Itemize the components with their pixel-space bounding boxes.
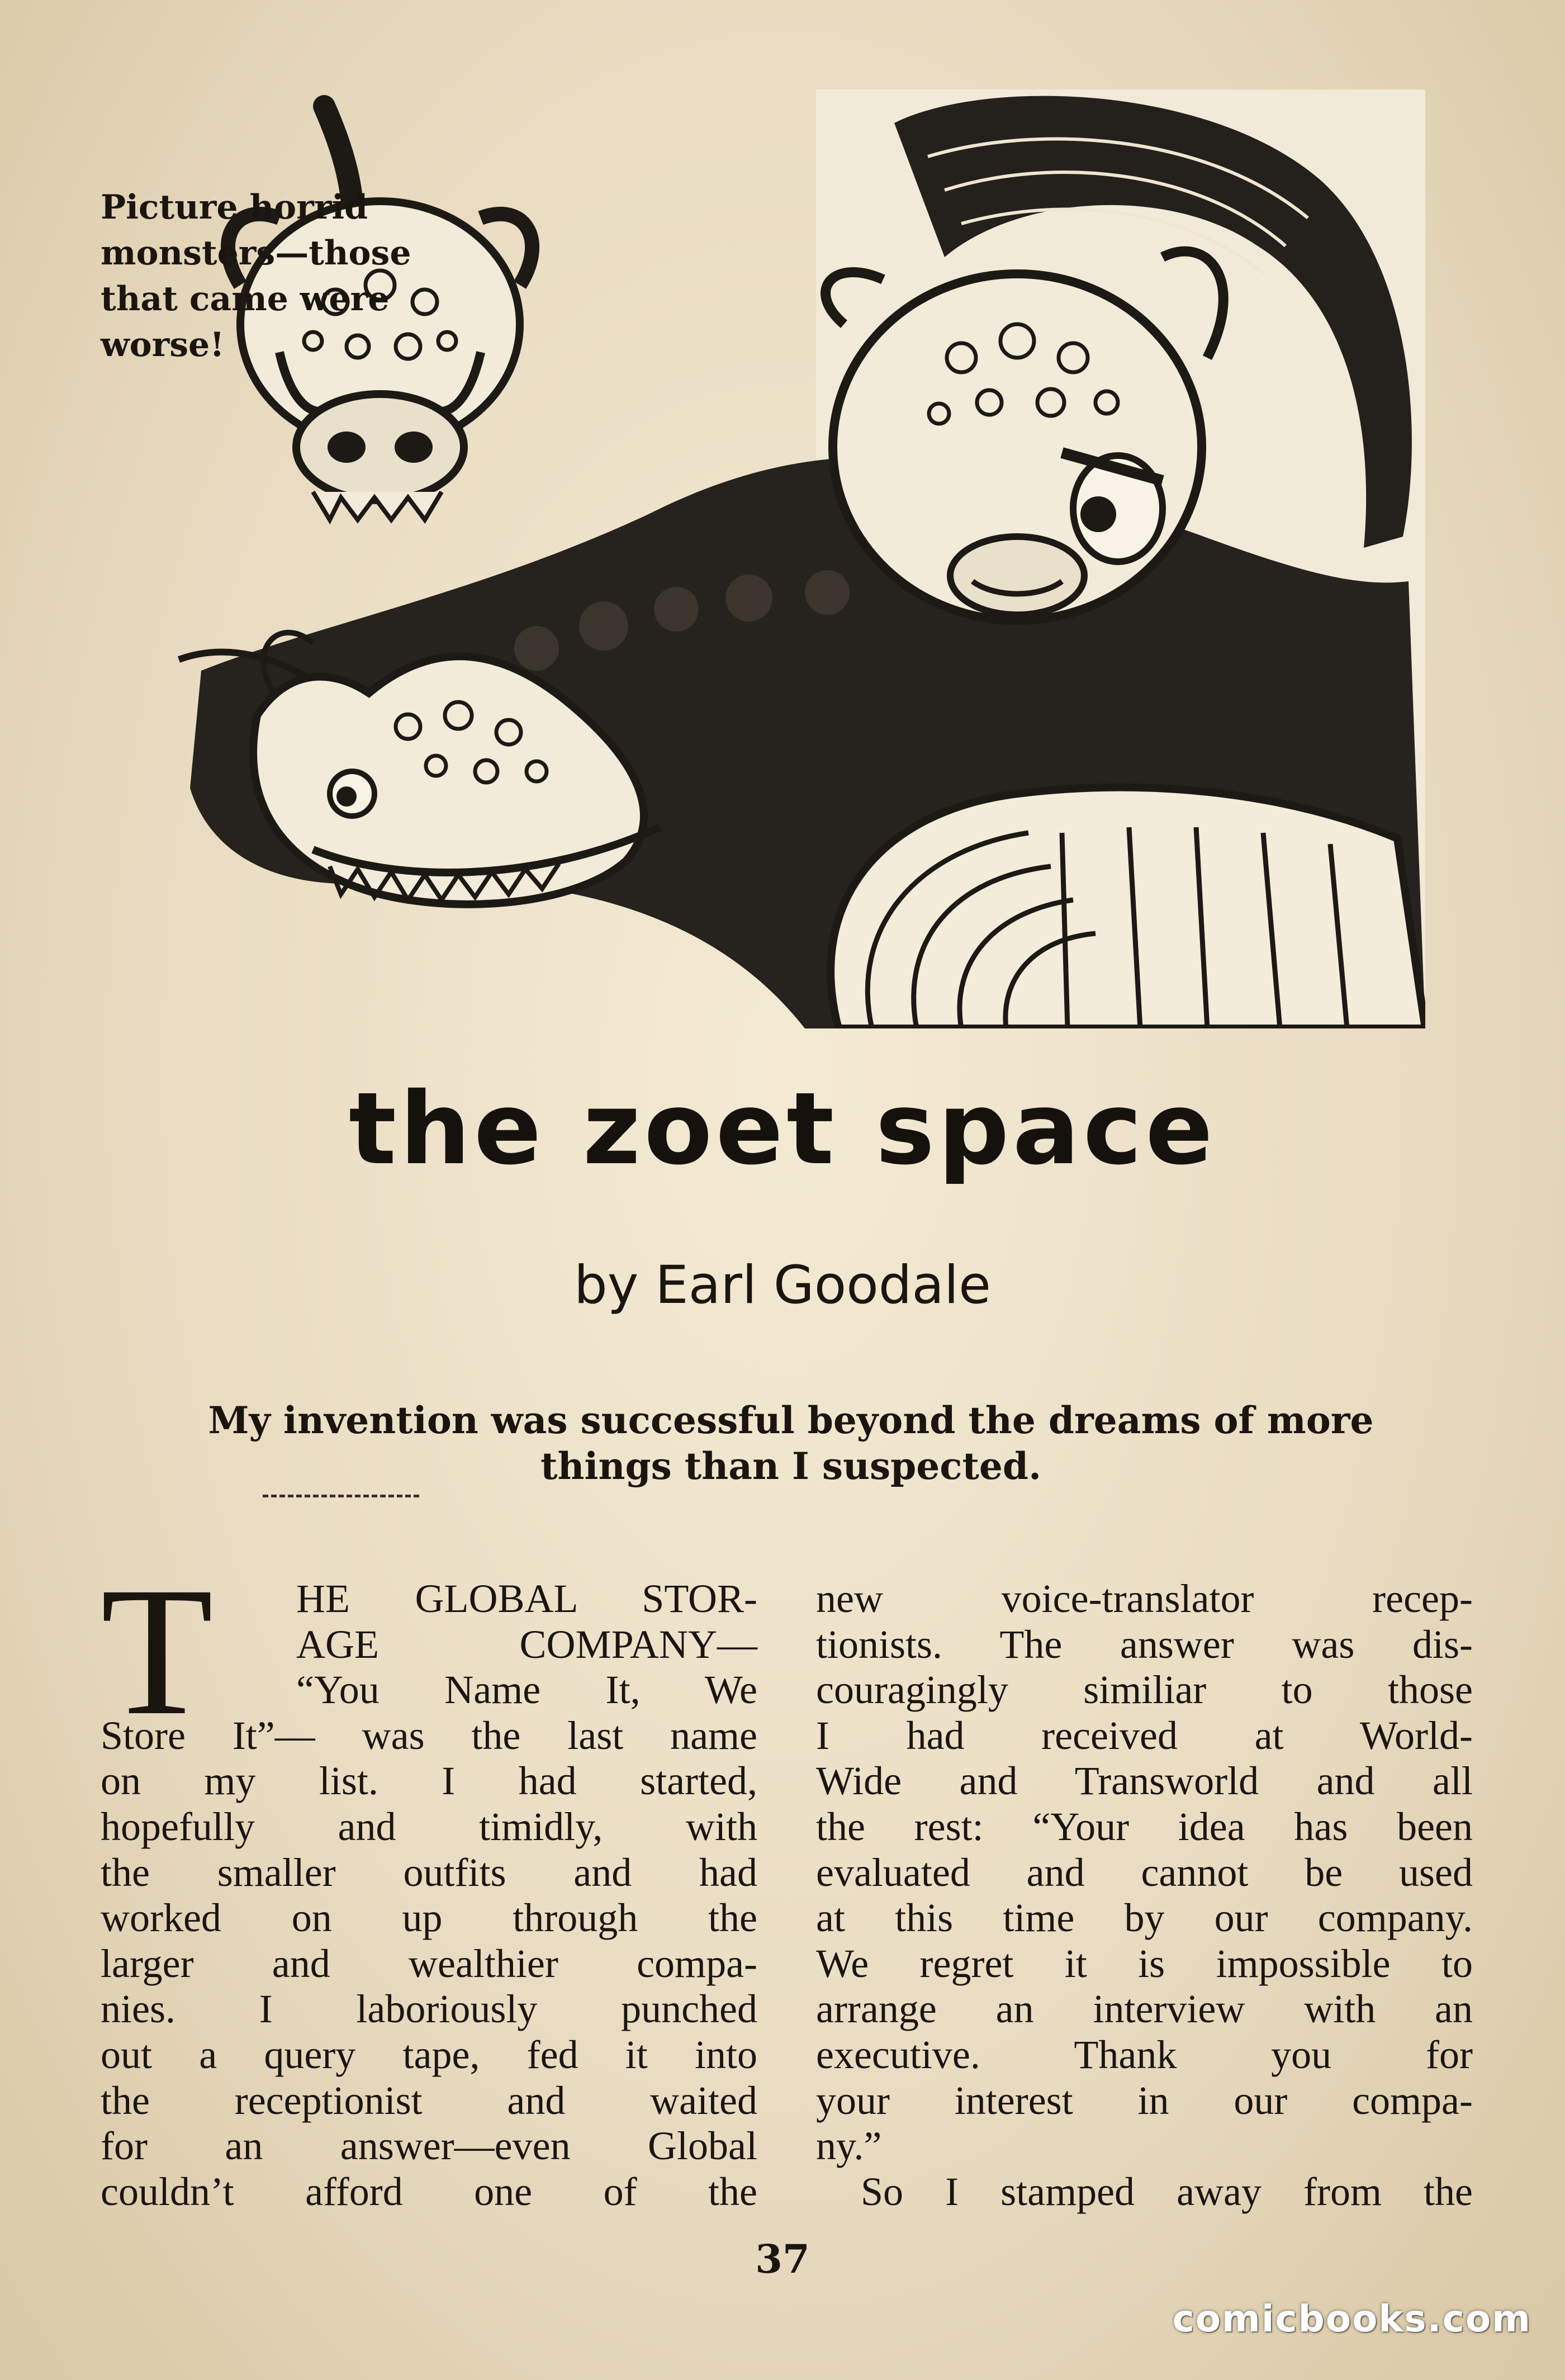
- text-column-left: [101, 1576, 757, 2215]
- caption-line: Picture horrid: [101, 188, 368, 227]
- text-line: out a query tape, fed it into: [101, 2032, 757, 2077]
- text-line: for an answer—even Global: [101, 2123, 757, 2169]
- text-line: your interest in our compa-: [816, 2078, 1473, 2123]
- text-line: larger and wealthier compa-: [101, 1941, 757, 1986]
- text-line: HE GLOBAL STOR-: [296, 1576, 757, 1621]
- text-line: hopefully and timidly, with: [101, 1804, 757, 1849]
- text-line: executive. Thank you for: [816, 2032, 1473, 2077]
- text-line: new voice-translator recep-: [816, 1576, 1473, 1621]
- text-line: at this time by our company.: [816, 1895, 1473, 1941]
- caption-line: monsters—those: [101, 234, 411, 273]
- text-line: ny.”: [816, 2123, 882, 2169]
- story-title: the zoet space: [349, 1071, 1216, 1187]
- text-line: tionists. The answer was dis-: [816, 1622, 1473, 1667]
- drop-cap: T: [101, 1549, 214, 1753]
- text-line: arrange an interview with an: [816, 1987, 1473, 2032]
- story-blurb: My invention was successful beyond the dreams of more things than I suspected.: [208, 1398, 1374, 1488]
- illustration-caption: [101, 184, 425, 368]
- text-line: the smaller outfits and had: [101, 1850, 757, 1895]
- text-line: I had received at World-: [816, 1713, 1473, 1758]
- caption-line: that came were: [101, 279, 390, 319]
- text-line: Wide and Transworld and all: [816, 1758, 1473, 1804]
- text-line: worked on up through the: [101, 1895, 757, 1941]
- text-line: couldn’t afford one of the: [101, 2169, 757, 2214]
- text-line: So I stamped away from the: [861, 2169, 1473, 2214]
- text-line: AGE COMPANY—: [296, 1622, 757, 1667]
- text-line: couragingly similiar to those: [816, 1667, 1473, 1713]
- text-line: the receptionist and waited: [101, 2078, 757, 2123]
- site-watermark: comicbooks.com: [1172, 2297, 1531, 2340]
- text-column-right: [816, 1576, 1473, 2215]
- text-line: “You Name It, We: [296, 1667, 757, 1713]
- text-line: evaluated and cannot be used: [816, 1850, 1473, 1895]
- text-line: Store It”— was the last name: [101, 1713, 757, 1758]
- text-line: on my list. I had started,: [101, 1758, 757, 1804]
- caption-line: worse!: [101, 325, 225, 364]
- text-line: the rest: “Your idea has been: [816, 1804, 1473, 1849]
- author-byline: by Earl Goodale: [574, 1255, 991, 1316]
- text-line: nies. I laboriously punched: [101, 1987, 757, 2032]
- text-line: We regret it is impossible to: [816, 1941, 1473, 1986]
- divider: [263, 1495, 419, 1497]
- page-number: 37: [755, 2236, 810, 2282]
